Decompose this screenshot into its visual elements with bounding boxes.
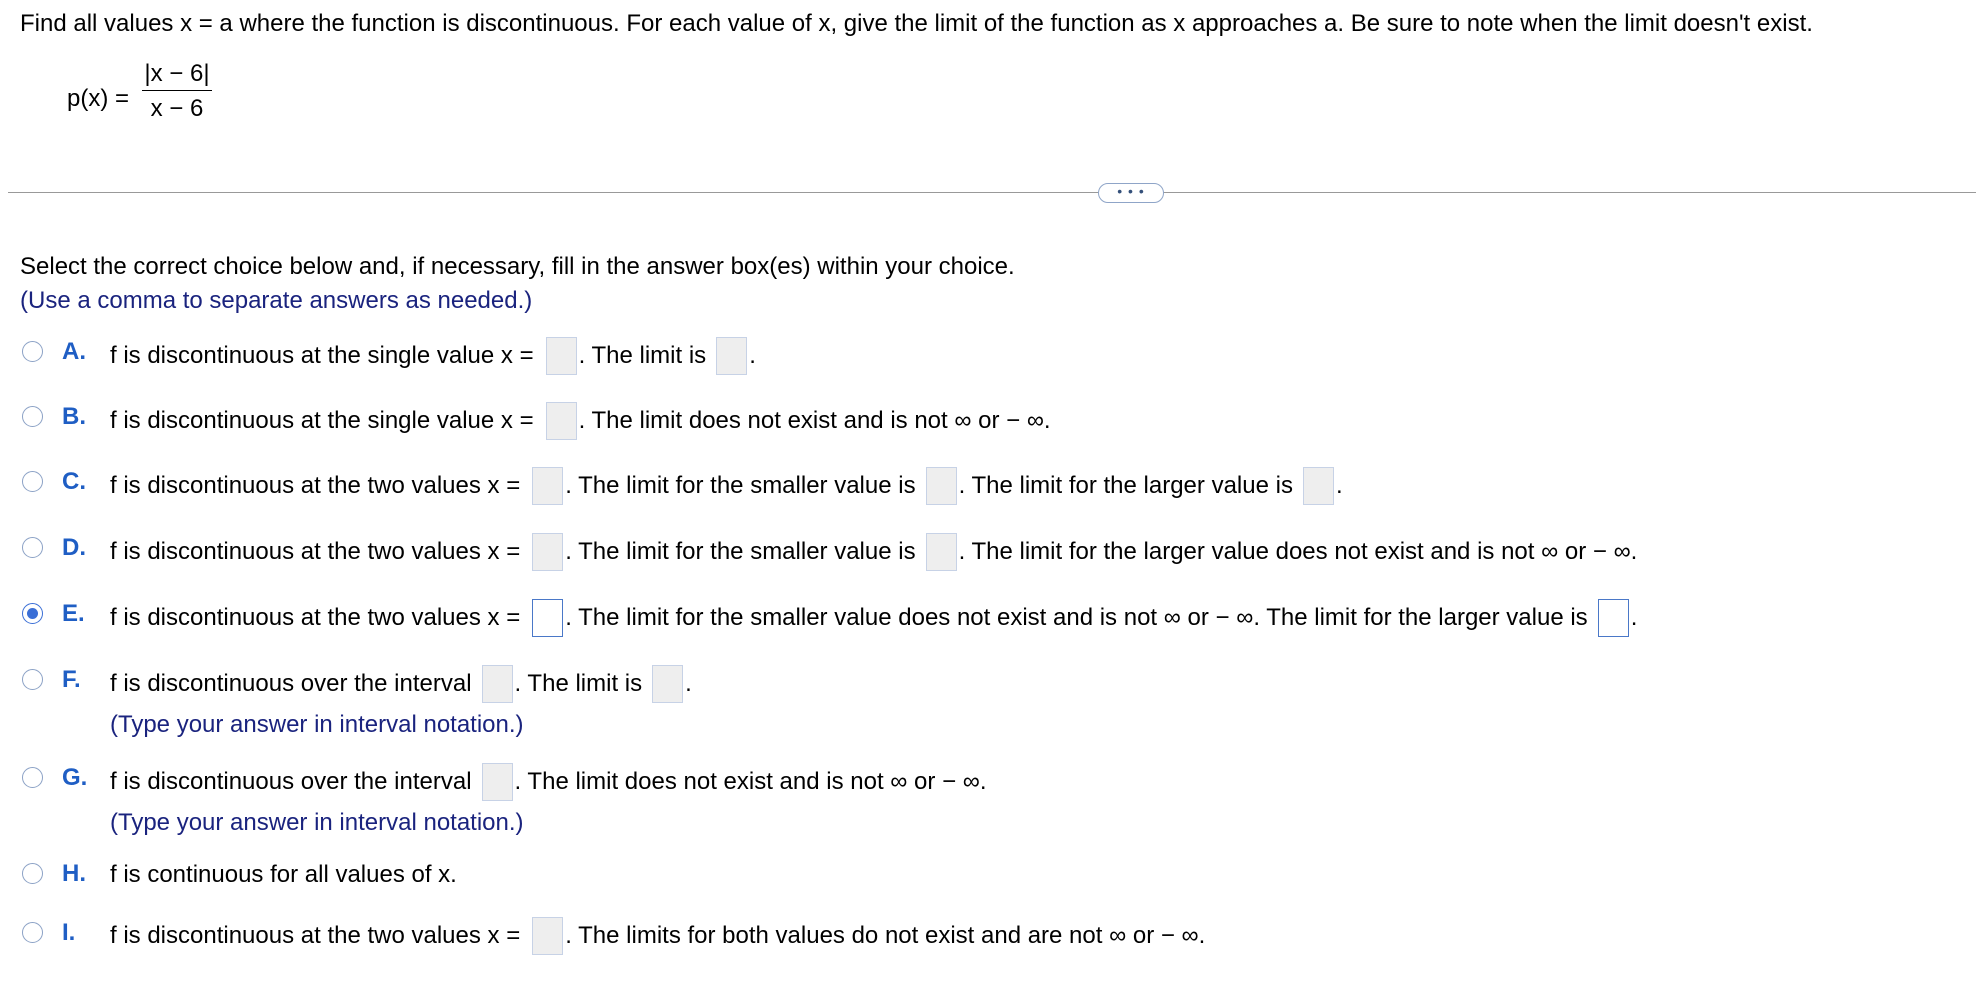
choice-e-text-1: f is discontinuous at the two values x = bbox=[110, 604, 521, 631]
radio-choice-g[interactable] bbox=[22, 767, 43, 788]
answer-box-f-interval[interactable] bbox=[482, 665, 513, 703]
instruction-text: Select the correct choice below and, if necessary, fill in the answer box(es) within your choice. bbox=[20, 253, 1015, 280]
radio-choice-a[interactable] bbox=[22, 341, 43, 362]
answer-box-c-smaller[interactable] bbox=[926, 467, 957, 505]
choice-h-letter: H. bbox=[62, 860, 86, 887]
choice-h-text-1: f is continuous for all values of x. bbox=[110, 861, 457, 888]
function-label: p(x) = bbox=[67, 85, 130, 112]
choice-g-text-1: f is discontinuous over the interval bbox=[110, 768, 472, 795]
choice-b bbox=[110, 402, 1051, 440]
answer-box-b-x[interactable] bbox=[546, 402, 577, 440]
choice-e-text-3: . bbox=[1630, 604, 1638, 631]
radio-choice-f[interactable] bbox=[22, 669, 43, 690]
choice-c-text-3: . The limit for the larger value is bbox=[958, 472, 1293, 499]
answer-box-a-x[interactable] bbox=[546, 337, 577, 375]
section-divider bbox=[8, 192, 1976, 193]
radio-choice-c[interactable] bbox=[22, 471, 43, 492]
fraction-denominator: x − 6 bbox=[150, 95, 204, 122]
choice-e-letter: E. bbox=[62, 600, 85, 627]
choice-g bbox=[110, 763, 987, 801]
choice-e bbox=[110, 599, 1637, 637]
answer-box-f-limit[interactable] bbox=[652, 665, 683, 703]
answer-box-g-interval[interactable] bbox=[482, 763, 513, 801]
question-text: Find all values x = a where the function is discontinuous. For each value of x, give the limit of the function as x approaches a. Be sure to note when the limit doesn't exist. bbox=[20, 10, 1813, 37]
choice-f-text-2: . The limit is bbox=[514, 670, 643, 697]
choice-g-letter: G. bbox=[62, 764, 88, 791]
radio-choice-b[interactable] bbox=[22, 406, 43, 427]
choice-a-text-3: . bbox=[749, 342, 756, 369]
choice-f-interval-hint: (Type your answer in interval notation.) bbox=[110, 711, 524, 738]
choice-f-letter: F. bbox=[62, 666, 81, 693]
comma-hint: (Use a comma to separate answers as needed.) bbox=[20, 287, 533, 314]
choice-c bbox=[110, 467, 1343, 505]
choice-f-text-1: f is discontinuous over the interval bbox=[110, 670, 472, 697]
choice-i bbox=[110, 917, 1205, 955]
answer-box-d-smaller[interactable] bbox=[926, 533, 957, 571]
choice-c-text-2: . The limit for the smaller value is bbox=[565, 472, 916, 499]
choice-d bbox=[110, 533, 1637, 571]
choice-c-letter: C. bbox=[62, 468, 86, 495]
choice-a bbox=[110, 337, 756, 375]
choice-g-interval-hint: (Type your answer in interval notation.) bbox=[110, 809, 524, 836]
choice-i-text-1: f is discontinuous at the two values x = bbox=[110, 922, 521, 949]
choice-f-text-3: . bbox=[685, 670, 692, 697]
choice-a-text-2: . The limit is bbox=[578, 342, 707, 369]
instructions bbox=[20, 253, 1015, 315]
choice-d-text-1: f is discontinuous at the two values x = bbox=[110, 538, 521, 565]
choice-b-text-2: . The limit does not exist and is not ∞ or − ∞. bbox=[578, 407, 1051, 434]
choice-c-text-1: f is discontinuous at the two values x = bbox=[110, 472, 521, 499]
choice-d-letter: D. bbox=[62, 534, 86, 561]
choice-g-text-2: . The limit does not exist and is not ∞ or − ∞. bbox=[514, 768, 987, 795]
answer-box-c-x[interactable] bbox=[532, 467, 563, 505]
answer-box-d-x[interactable] bbox=[532, 533, 563, 571]
choice-h bbox=[110, 861, 457, 889]
radio-choice-i[interactable] bbox=[22, 922, 43, 943]
answer-box-i-x[interactable] bbox=[532, 917, 563, 955]
choice-i-letter: I. bbox=[62, 919, 76, 946]
fraction-numerator: |x − 6| bbox=[142, 60, 212, 91]
answer-box-c-larger[interactable] bbox=[1303, 467, 1334, 505]
choice-f bbox=[110, 665, 692, 703]
radio-choice-d[interactable] bbox=[22, 537, 43, 558]
choice-i-text-2: . The limits for both values do not exist and are not ∞ or − ∞. bbox=[565, 922, 1206, 949]
choice-b-letter: B. bbox=[62, 403, 86, 430]
answer-box-e-larger[interactable] bbox=[1598, 599, 1629, 637]
function-fraction bbox=[142, 60, 212, 123]
choice-e-text-2: . The limit for the smaller value does not exist and is not ∞ or − ∞. The limit for the larger value is bbox=[565, 604, 1588, 631]
choice-c-text-4: . bbox=[1335, 472, 1343, 499]
choice-b-text-1: f is discontinuous at the single value x = bbox=[110, 407, 534, 434]
choice-a-letter: A. bbox=[62, 338, 86, 365]
radio-choice-e[interactable] bbox=[22, 603, 43, 624]
answer-box-a-limit[interactable] bbox=[716, 337, 747, 375]
radio-choice-h[interactable] bbox=[22, 863, 43, 884]
choice-d-text-2: . The limit for the smaller value is bbox=[565, 538, 916, 565]
choice-d-text-3: . The limit for the larger value does not exist and is not ∞ or − ∞. bbox=[958, 538, 1638, 565]
choice-a-text-1: f is discontinuous at the single value x = bbox=[110, 342, 534, 369]
answer-box-e-x[interactable] bbox=[532, 599, 563, 637]
more-options-button[interactable]: • • • bbox=[1098, 183, 1164, 203]
